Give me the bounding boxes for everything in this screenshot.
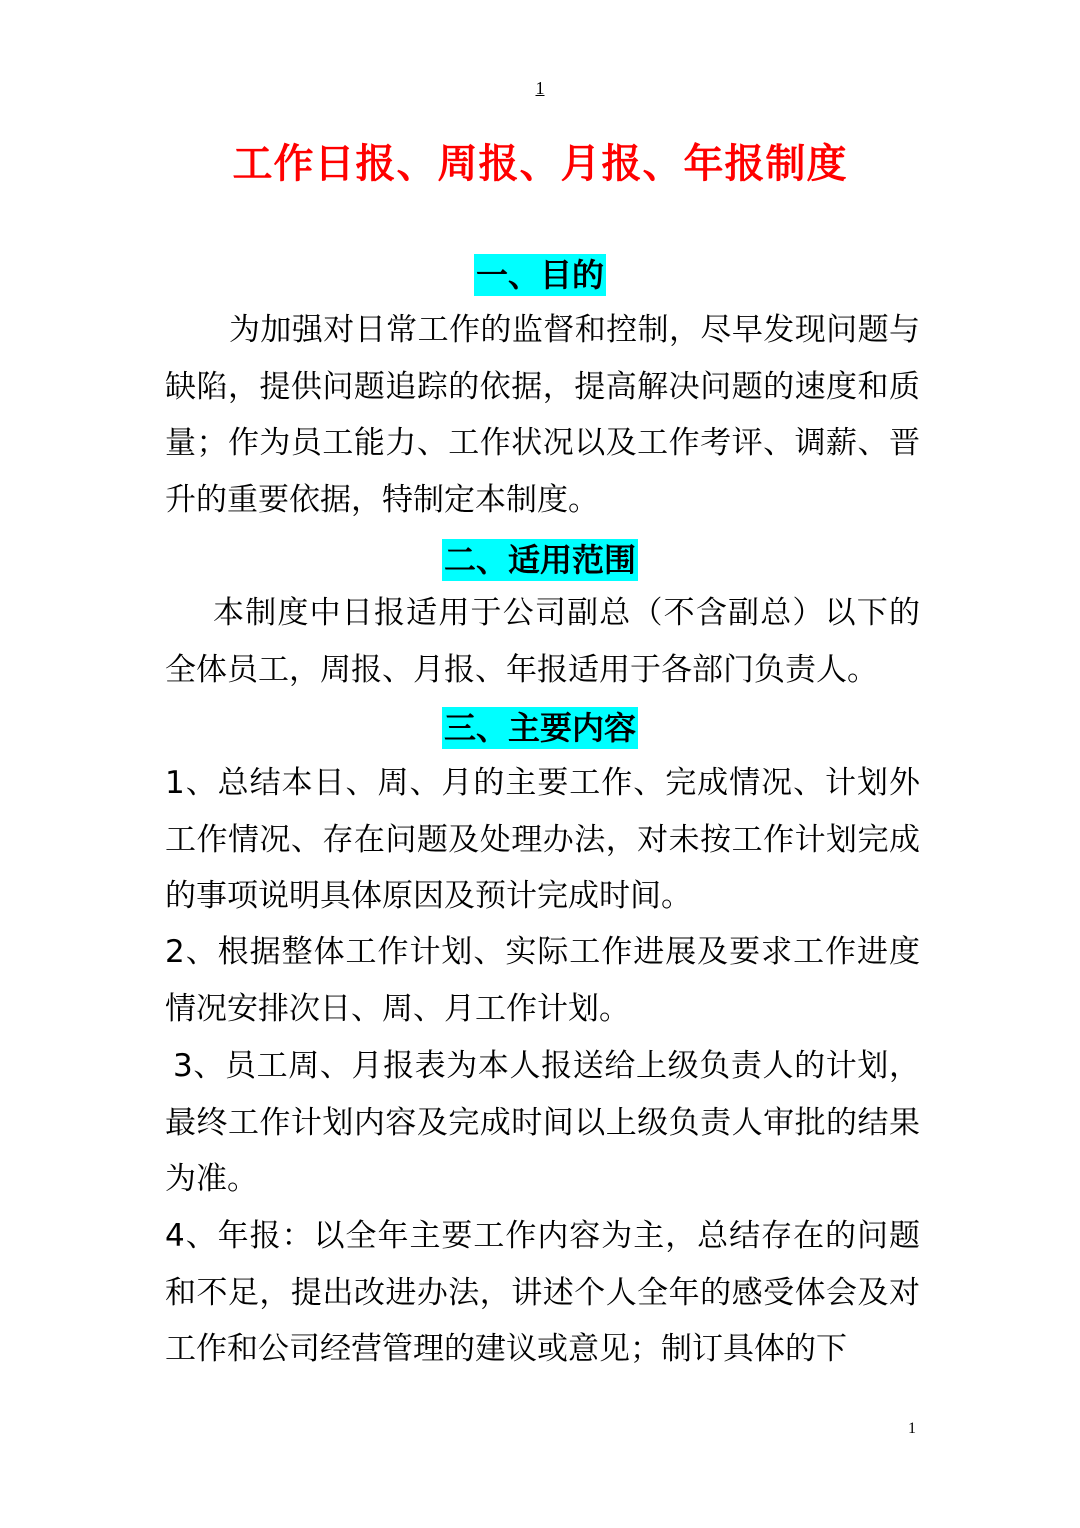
- content-item-1: 1、总结本日、周、月的主要工作、完成情况、计划外工作情况、存在问题及处理办法，对未按工作计划完成的事项说明具体原因及预计完成时间。: [165, 765, 920, 914]
- section-heading-scope: [0, 535, 1080, 581]
- scope-paragraph: 本制度中日报适用于公司副总（不含副总）以下的全体员工，周报、月报、年报适用于各部门负责人。: [165, 595, 920, 688]
- section-heading-content: [0, 703, 1080, 749]
- content-item-4: 4、年报：以全年主要工作内容为主，总结存在的问题和不足，提出改进办法，讲述个人全年的感受体会及对工作和公司经营管理的建议或意见；制订具体的下: [165, 1218, 920, 1367]
- content-item-2: 2、根据整体工作计划、实际工作进展及要求工作进度情况安排次日、周、月工作计划。: [165, 934, 920, 1027]
- header-page-number: 1: [535, 78, 545, 98]
- section-heading-scope-text: 二、适用范围: [443, 541, 636, 579]
- footer-page-number: 1: [908, 1420, 916, 1437]
- section-heading-purpose-text: 一、目的: [475, 256, 604, 294]
- section-heading-content-text: 三、主要内容: [443, 709, 636, 747]
- purpose-paragraph: 为加强对日常工作的监督和控制，尽早发现问题与缺陷，提供问题追踪的依据，提高解决问题的速度和质量；作为员工能力、工作状况以及工作考评、调薪、晋升的重要依据，特制定本制度。: [165, 312, 920, 518]
- section-heading-purpose: [0, 250, 1080, 296]
- content-item-3: 3、员工周、月报表为本人报送给上级负责人的计划，最终工作计划内容及完成时间以上级负责人审批的结果为准。: [165, 1048, 920, 1197]
- document-title: 工作日报、周报、月报、年报制度: [232, 141, 848, 187]
